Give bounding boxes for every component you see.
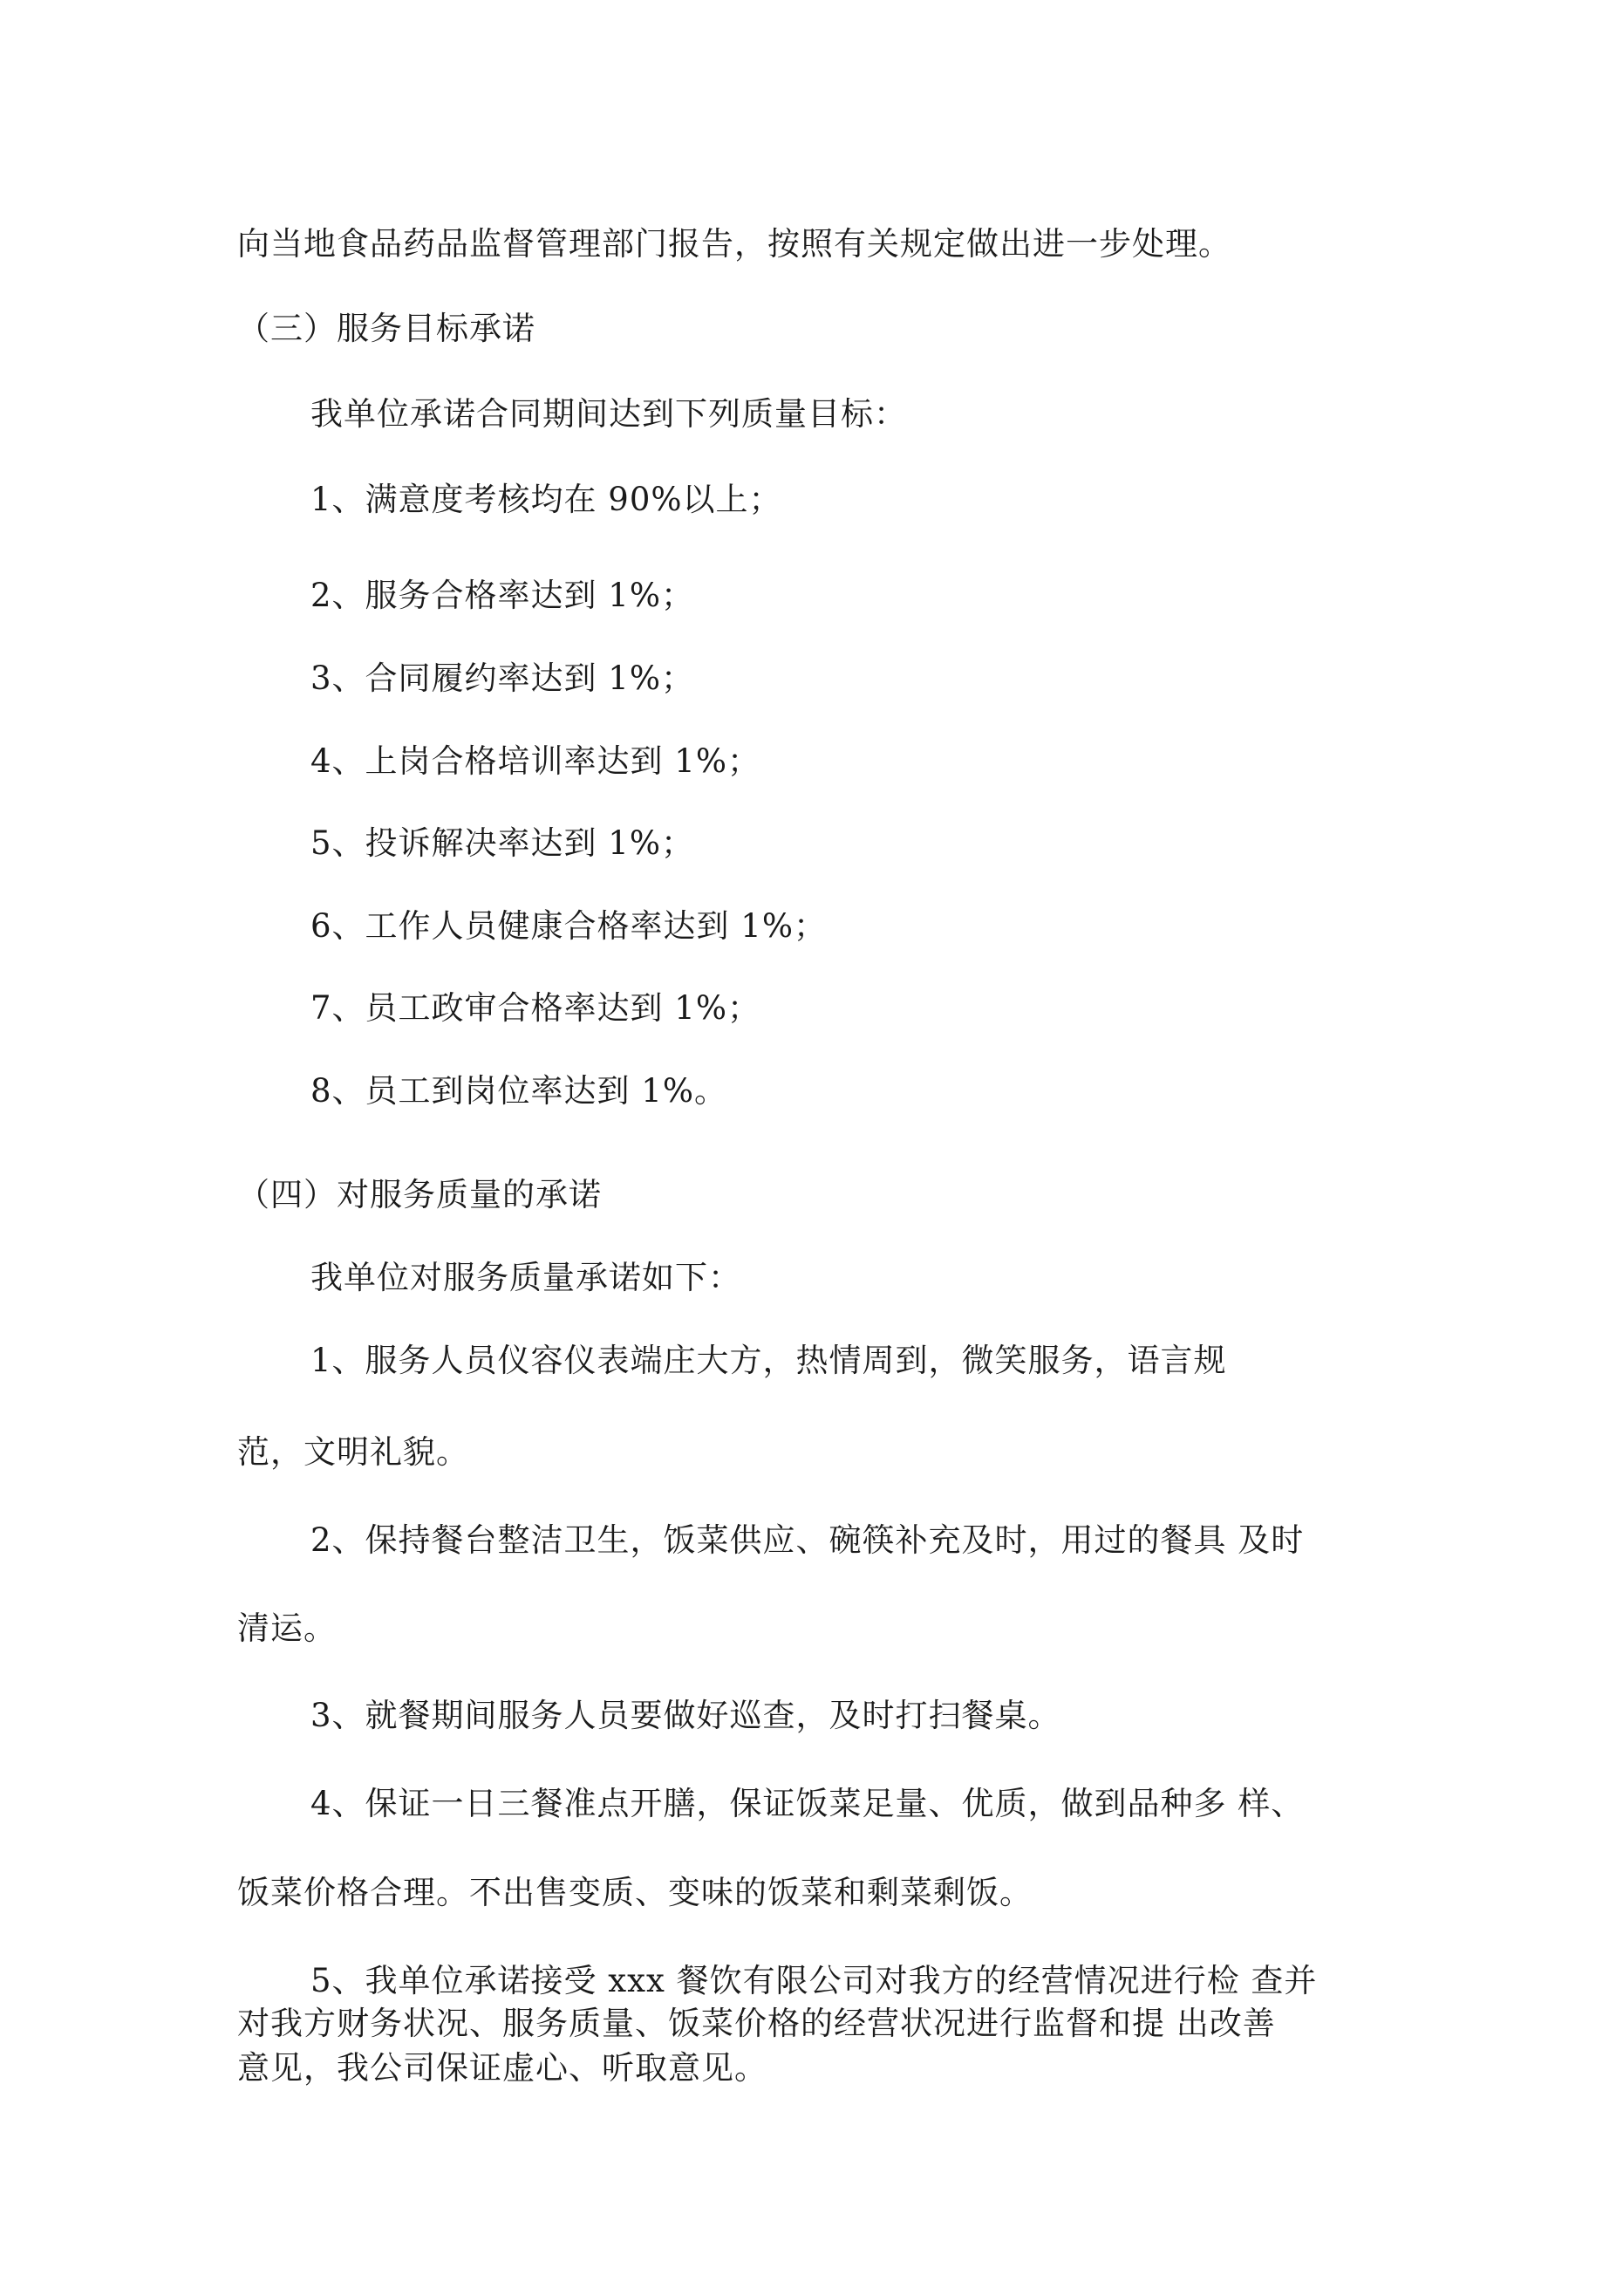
quality-item-5-line-1: 5、我单位承诺接受 xxx 餐饮有限公司对我方的经营情况进行检 查并 xyxy=(310,1962,1318,1999)
quality-item-5-line-2: 对我方财务状况、服务质量、饭菜价格的经营状况进行监督和提 出改善 xyxy=(237,2005,1276,2042)
paragraph-intro-goals: 我单位承诺合同期间达到下列质量目标： xyxy=(310,395,907,433)
paragraph-intro-quality: 我单位对服务质量承诺如下： xyxy=(310,1259,741,1296)
quality-item-2-line-2: 清运。 xyxy=(237,1609,337,1647)
goal-item-7: 7、员工政审合格率达到 1%； xyxy=(310,989,760,1027)
goal-item-3: 3、合同履约率达到 1%； xyxy=(310,659,694,697)
goal-item-2: 2、服务合格率达到 1%； xyxy=(310,577,694,614)
goal-item-1: 1、满意度考核均在 90%以上； xyxy=(310,481,782,518)
section-heading-4: （四）对服务质量的承诺 xyxy=(237,1176,602,1213)
goal-item-5: 5、投诉解决率达到 1%； xyxy=(310,824,694,862)
paragraph-continuation: 向当地食品药品监督管理部门报告，按照有关规定做出进一步处理。 xyxy=(237,225,1231,263)
quality-item-1-line-1: 1、服务人员仪容仪表端庄大方，热情周到，微笑服务，语言规 xyxy=(310,1342,1227,1379)
goal-item-8: 8、员工到岗位率达到 1%。 xyxy=(310,1072,727,1110)
goal-item-4: 4、上岗合格培训率达到 1%； xyxy=(310,742,760,780)
quality-item-1-line-2: 范，文明礼貌。 xyxy=(237,1433,469,1471)
quality-item-4-line-2: 饭菜价格合理。不出售变质、变味的饭菜和剩菜剩饭。 xyxy=(237,1874,1033,1911)
quality-item-3: 3、就餐期间服务人员要做好巡查，及时打扫餐桌。 xyxy=(310,1697,1061,1734)
quality-item-5-line-3: 意见，我公司保证虚心、听取意见。 xyxy=(237,2049,767,2087)
goal-item-6: 6、工作人员健康合格率达到 1%； xyxy=(310,907,827,945)
quality-item-4-line-1: 4、保证一日三餐准点开膳，保证饭菜足量、优质，做到品种多 样、 xyxy=(310,1785,1305,1822)
section-heading-3: （三）服务目标承诺 xyxy=(237,310,535,347)
quality-item-2-line-1: 2、保持餐台整洁卫生，饭菜供应、碗筷补充及时，用过的餐具 及时 xyxy=(310,1521,1305,1559)
